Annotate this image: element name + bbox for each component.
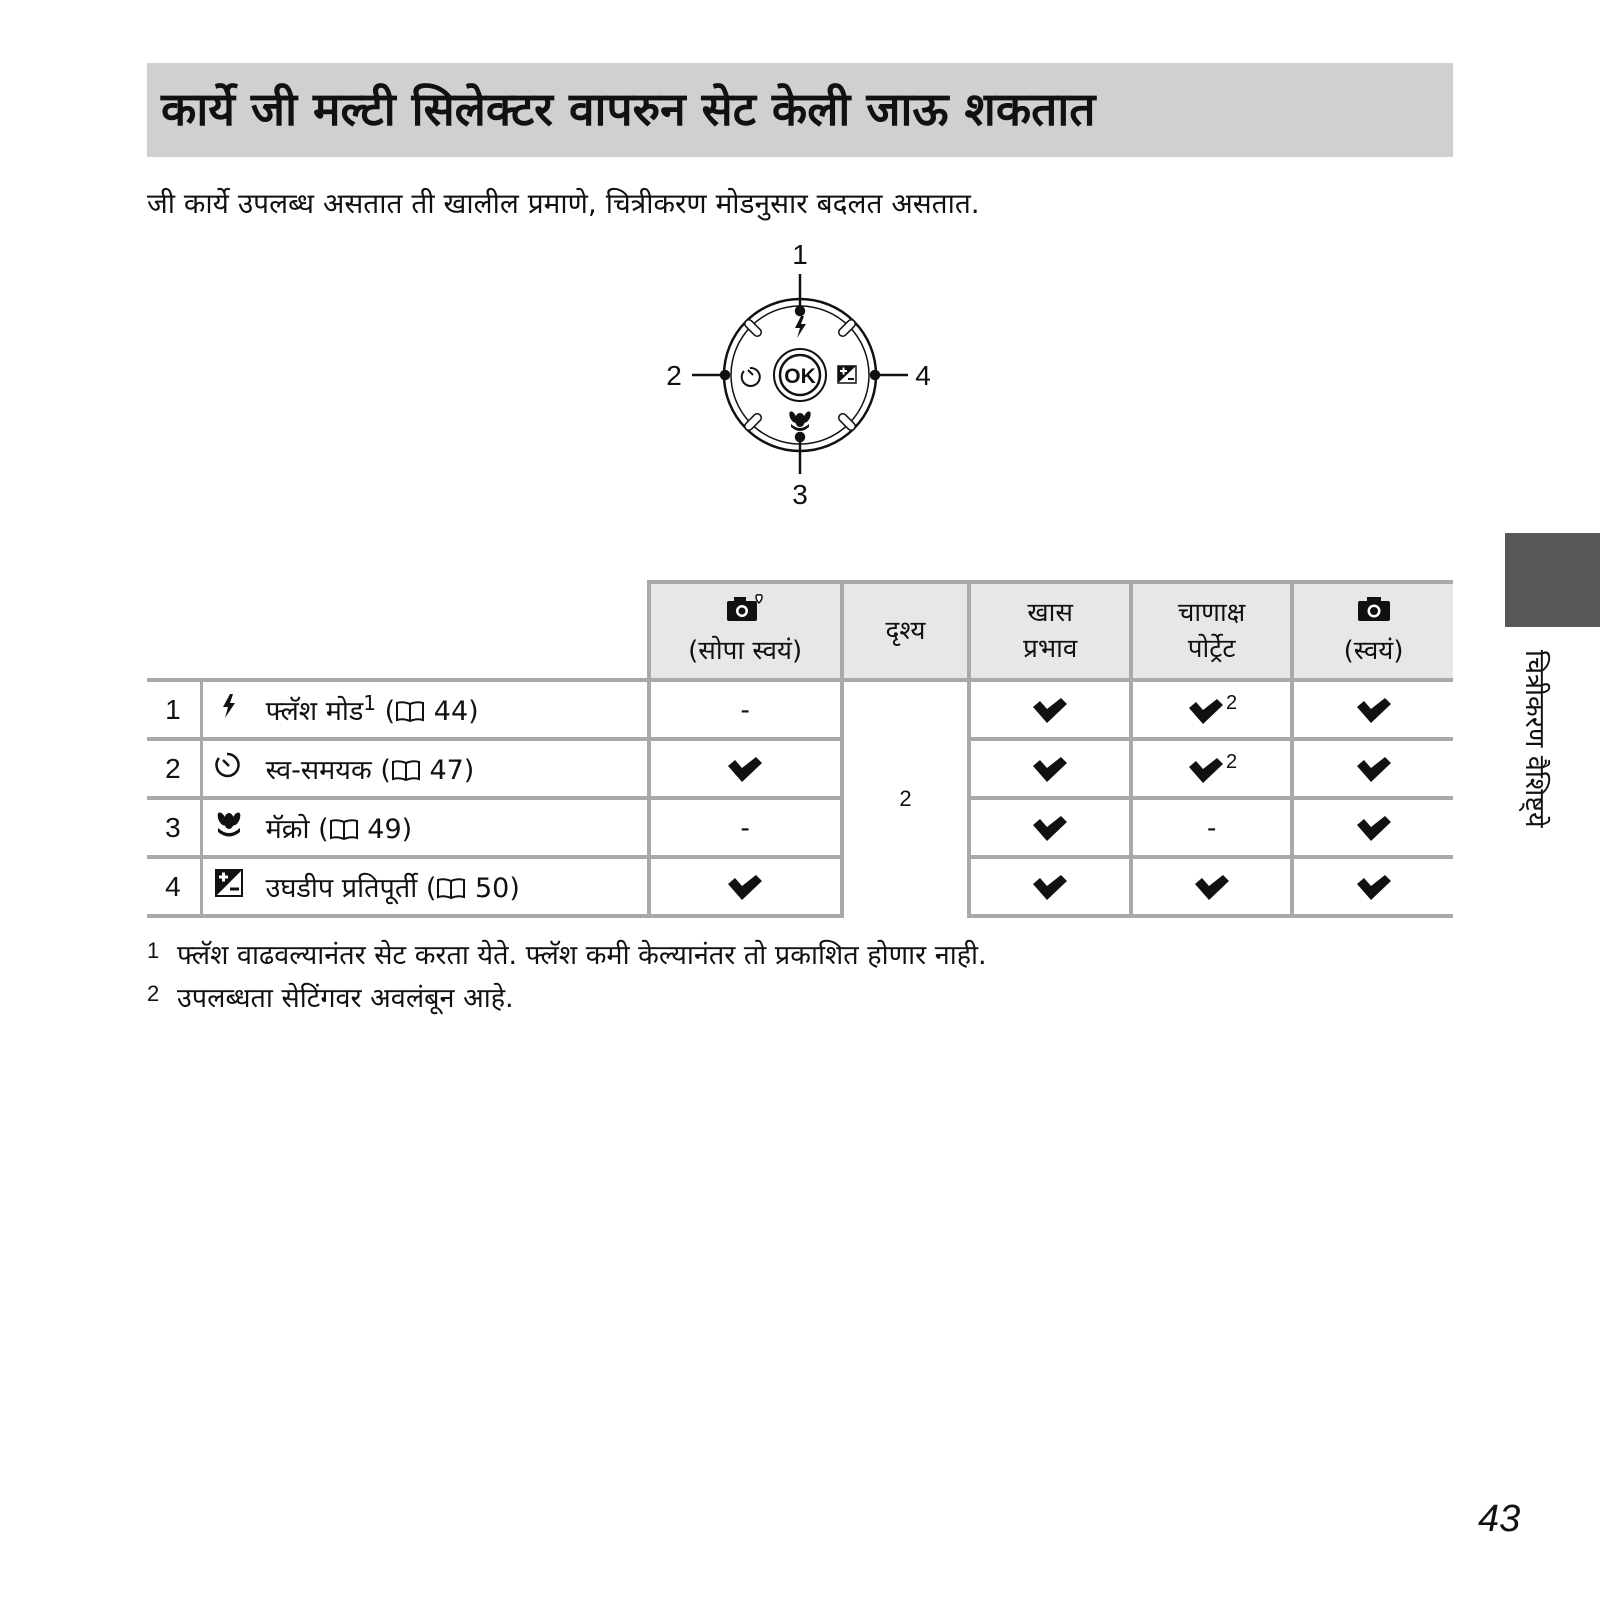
macro-icon bbox=[213, 814, 245, 845]
table-row bbox=[147, 680, 1453, 739]
cell-smart-portrait bbox=[1131, 798, 1292, 857]
check-icon bbox=[1030, 756, 1070, 784]
cell-easy-auto bbox=[649, 680, 842, 739]
page-ref-open: ( bbox=[318, 814, 329, 845]
header-smart-portrait-line2: पोर्ट्रेट bbox=[1187, 634, 1236, 664]
check-icon bbox=[1354, 756, 1394, 784]
footnote-2-text: उपलब्धता सेटिंगवर अवलंबून आहे. bbox=[177, 983, 514, 1014]
page-ref: 50) bbox=[474, 873, 520, 904]
header-easy-auto bbox=[649, 582, 842, 680]
page-ref: 44) bbox=[433, 696, 479, 727]
header-smart-portrait-line1: चाणाक्ष bbox=[1177, 598, 1246, 628]
check-icon bbox=[725, 756, 765, 784]
book-icon bbox=[391, 759, 421, 781]
multi-selector-diagram bbox=[640, 230, 960, 530]
function-availability-table bbox=[147, 580, 1453, 918]
row-function-name bbox=[256, 857, 649, 916]
check-icon bbox=[1354, 697, 1394, 725]
section-tab bbox=[1505, 533, 1600, 627]
check-icon bbox=[1030, 815, 1070, 843]
footnote-2-number: 2 bbox=[147, 981, 160, 1006]
dial-label-1: 1 bbox=[792, 239, 808, 270]
section-side-label: चित्रीकरण वैशिष्ट्ये bbox=[1519, 650, 1550, 828]
row-function-name bbox=[256, 798, 649, 857]
cell-easy-auto bbox=[649, 857, 842, 916]
exposure-compensation-icon bbox=[214, 873, 244, 904]
not-available: - bbox=[1206, 811, 1217, 843]
row-function-name bbox=[256, 680, 649, 739]
check-icon bbox=[1030, 697, 1070, 725]
check-icon bbox=[1186, 757, 1226, 785]
footnote-ref: 2 bbox=[1226, 692, 1238, 715]
function-label: उघडीप प्रतिपूर्ती bbox=[265, 873, 418, 904]
cell-auto bbox=[1292, 857, 1453, 916]
dial-label-2: 2 bbox=[666, 360, 682, 391]
header-special-effects-line1: खास bbox=[1027, 598, 1073, 628]
function-label: स्व-समयक bbox=[265, 755, 372, 786]
header-scene bbox=[842, 582, 969, 680]
check-icon bbox=[1030, 874, 1070, 902]
book-icon bbox=[436, 877, 466, 899]
dial-label-4: 4 bbox=[915, 360, 931, 391]
page-number: 43 bbox=[1478, 1498, 1521, 1540]
header-auto-label: (स्वयं) bbox=[1343, 636, 1404, 666]
page-title: कार्ये जी मल्टी सिलेक्टर वापरुन सेट केली जाऊ शकतात bbox=[161, 82, 1096, 136]
function-label: मॅक्रो bbox=[265, 814, 310, 845]
header-easy-auto-label: (सोपा स्वयं) bbox=[688, 636, 803, 666]
cell-easy-auto bbox=[649, 798, 842, 857]
footnote-2 bbox=[147, 975, 987, 1018]
cell-smart-portrait bbox=[1131, 739, 1292, 798]
book-icon bbox=[329, 818, 359, 840]
cell-smart-portrait bbox=[1131, 680, 1292, 739]
row-icon bbox=[201, 798, 255, 857]
header-scene-label: दृश्य bbox=[885, 616, 926, 646]
title-bar bbox=[147, 63, 1453, 157]
row-number: 4 bbox=[147, 857, 201, 916]
row-icon bbox=[201, 857, 255, 916]
table-row bbox=[147, 857, 1453, 916]
book-icon bbox=[395, 700, 425, 722]
row-function-name bbox=[256, 739, 649, 798]
page-ref: 49) bbox=[367, 814, 413, 845]
cell-special-effects bbox=[969, 798, 1131, 857]
ok-label: OK bbox=[784, 365, 816, 388]
not-available: - bbox=[740, 693, 750, 725]
header-special-effects-line2: प्रभाव bbox=[1023, 634, 1078, 664]
cell-easy-auto bbox=[649, 739, 842, 798]
footnotes bbox=[147, 932, 987, 1018]
cell-auto bbox=[1292, 798, 1453, 857]
row-icon bbox=[201, 739, 255, 798]
check-icon bbox=[1186, 698, 1226, 726]
table-row bbox=[147, 739, 1453, 798]
self-timer-icon bbox=[214, 755, 244, 786]
cell-special-effects bbox=[969, 680, 1131, 739]
row-icon bbox=[201, 680, 255, 739]
cell-auto bbox=[1292, 739, 1453, 798]
check-icon bbox=[1354, 874, 1394, 902]
page-ref-open: ( bbox=[384, 696, 396, 727]
function-label: फ्लॅश मोड bbox=[265, 696, 364, 727]
row-number: 3 bbox=[147, 798, 201, 857]
not-available: - bbox=[740, 811, 750, 843]
intro-text: जी कार्ये उपलब्ध असतात ती खालील प्रमाणे, चित्रीकरण मोडनुसार बदलत असतात. bbox=[147, 187, 980, 220]
check-icon bbox=[1354, 815, 1394, 843]
easy-auto-camera-icon bbox=[725, 593, 765, 623]
auto-camera-icon bbox=[1354, 593, 1394, 623]
cell-scene: 2 bbox=[842, 680, 969, 916]
header-auto bbox=[1292, 582, 1453, 680]
cell-auto bbox=[1292, 680, 1453, 739]
cell-special-effects bbox=[969, 857, 1131, 916]
footnote-1 bbox=[147, 932, 987, 975]
exposure-compensation-icon bbox=[838, 366, 856, 383]
page-ref-open: ( bbox=[380, 755, 391, 786]
check-icon bbox=[1192, 874, 1232, 902]
table-row bbox=[147, 798, 1453, 857]
footnote-ref: 1 bbox=[363, 691, 377, 715]
header-smart-portrait bbox=[1131, 582, 1292, 680]
page-ref: 47) bbox=[429, 755, 475, 786]
check-icon bbox=[725, 874, 765, 902]
page-ref-open: ( bbox=[425, 873, 437, 904]
footnote-1-number: 1 bbox=[147, 938, 160, 963]
footnote-ref: 2 bbox=[1226, 751, 1238, 774]
header-special-effects bbox=[969, 582, 1131, 680]
flash-icon bbox=[216, 695, 242, 726]
row-number: 2 bbox=[147, 739, 201, 798]
cell-special-effects bbox=[969, 739, 1131, 798]
footnote-1-text: फ्लॅश वाढवल्यानंतर सेट करता येते. फ्लॅश कमी केल्यानंतर तो प्रकाशित होणार नाही. bbox=[177, 940, 987, 971]
row-number: 1 bbox=[147, 680, 201, 739]
cell-smart-portrait bbox=[1131, 857, 1292, 916]
dial-label-3: 3 bbox=[792, 479, 808, 510]
